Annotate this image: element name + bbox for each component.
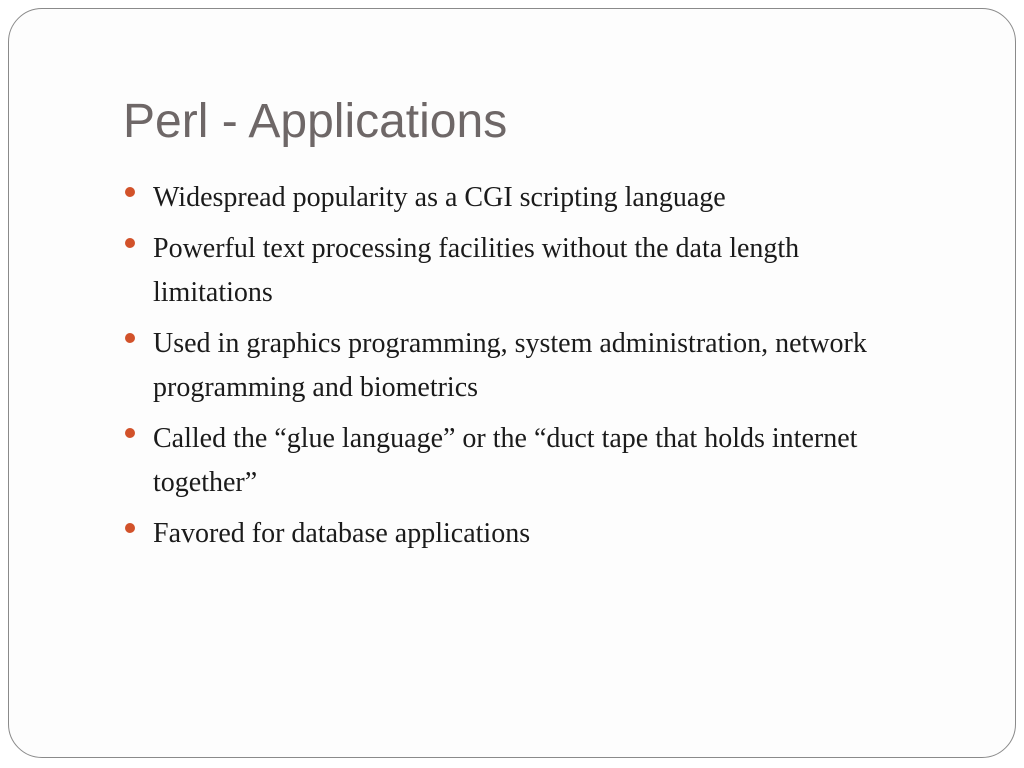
- bullet-dot-icon: [125, 333, 135, 343]
- slide: [8, 8, 1016, 758]
- bullet-item: [123, 512, 923, 556]
- bullet-text: Favored for database applications: [153, 518, 531, 549]
- bullet-dot-icon: [125, 428, 135, 438]
- bullet-dot-icon: [125, 238, 135, 248]
- bullet-text: Called the “glue language” or the “duct tape that holds internet together”: [153, 423, 858, 498]
- bullet-text: Widespread popularity as a CGI scripting language: [153, 182, 726, 213]
- bullet-text: Used in graphics programming, system administration, network programming and biometrics: [153, 328, 867, 403]
- bullet-item: [123, 417, 923, 505]
- bullet-item: [123, 322, 923, 410]
- bullet-list: [123, 179, 923, 566]
- slide-title: Perl - Applications: [123, 95, 508, 148]
- bullet-text: Powerful text processing facilities without the data length limitations: [153, 233, 800, 308]
- bullet-item: [123, 227, 923, 315]
- bullet-item: [123, 176, 923, 220]
- bullet-dot-icon: [125, 523, 135, 533]
- bullet-dot-icon: [125, 187, 135, 197]
